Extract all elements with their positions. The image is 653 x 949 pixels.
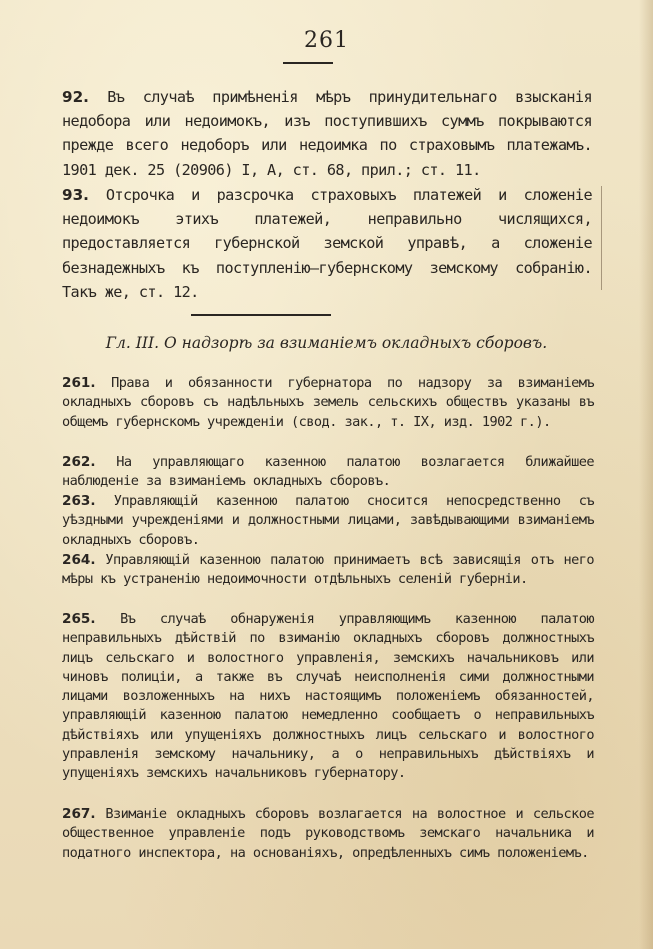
article-text: Управляющій казенною палатою принимаетъ всѣ зависящія отъ него мѣры къ устраненію недоимочности отдѣльныхъ селеній губерніи. [62,552,594,588]
margin-bracket [598,186,602,290]
article-text: Взиманіе окладныхъ сборовъ возлагается на волостное и сельское общественное управленіе подъ руководствомъ земскаго начальника и податного инспектора, на основаніяхъ, опредѣленныхъ симъ положеніемъ. [62,806,594,861]
chapter-heading: Гл. III. О надзорѣ за взиманіемъ окладныхъ сборовъ. [105,334,548,352]
article-93-paragraph [62,183,592,304]
article-93 [62,183,592,304]
article-263 [62,492,594,550]
article-267-paragraph [62,805,594,863]
article-number: 262. [62,454,96,470]
article-number: 92. [62,88,89,106]
page-number-underline [283,62,333,64]
article-text: Въ случаѣ обнаруженія управляющимъ казенною палатою неправильныхъ дѣйствій по взиманію окладныхъ сборовъ должностныхъ лицъ сельскаго и волостного управленія, земскихъ начальниковъ или чиновъ полиціи, а также въ случаѣ неисполненія сими должностными лицами возложенныхъ на нихъ настоящимъ положеніемъ обязанностей, управляющій казенною палатою немедленно сообщаетъ о неправильныхъ дѣйствіяхъ или упущеніяхъ должностныхъ лицъ сельскаго и волостного управленія земскому начальнику, а о неправильныхъ дѣйствіяхъ и упущеніяхъ земскихъ начальниковъ губернатору. [62,611,594,782]
article-265 [62,610,594,784]
article-text: На управляющаго казенною палатою возлагается ближайшее наблюденіе за взиманіемъ окладныхъ сборовъ. [62,454,594,490]
article-number: 267. [62,806,96,822]
article-text: Отсрочка и разсрочка страховыхъ платежей и сложеніе недоимокъ этихъ платежей, неправильно числящихся, предоставляется губернской земской управѣ, а сложеніе безнадежныхъ къ поступленію—губернскому земскому собранію. Такъ же, ст. 12. [62,186,592,301]
article-number: 261. [62,375,96,391]
page-edge-shadow [639,0,653,949]
article-262-paragraph [62,453,594,492]
article-261 [62,374,594,432]
article-number: 264. [62,552,96,568]
article-261-paragraph [62,374,594,432]
article-text: Управляющій казенною палатою сносится непосредственно съ уѣздными учрежденіями и должностными лицами, завѣдывающими взиманіемъ окладныхъ сборовъ. [62,493,594,548]
section-divider [191,314,331,316]
article-263-paragraph [62,492,594,550]
article-text: Права и обязанности губернатора по надзору за взиманіемъ окладныхъ сборовъ съ надѣльныхъ земель сельскихъ обществъ указаны въ общемъ губернскомъ учрежденіи (свод. зак., т. IX, изд. 1902 г.). [62,375,594,430]
article-text: Въ случаѣ примѣненія мѣръ принудительнаго взысканія недобора или недоимокъ, изъ поступившихъ суммъ покрываются прежде всего недоборъ или недоимка по страховымъ платежамъ. 1901 дек. 25 (20906) I, А, ст. 68, прил.; ст. 11. [62,88,593,179]
page-number: 261 [304,28,349,53]
article-264 [62,551,594,590]
article-number: 265. [62,611,96,627]
article-number: 93. [62,186,89,204]
article-265-paragraph [62,610,594,784]
article-267 [62,805,594,863]
article-92-paragraph [62,85,592,182]
article-number: 263. [62,493,96,509]
article-262 [62,453,594,492]
article-264-paragraph [62,551,594,590]
article-92 [62,85,592,182]
